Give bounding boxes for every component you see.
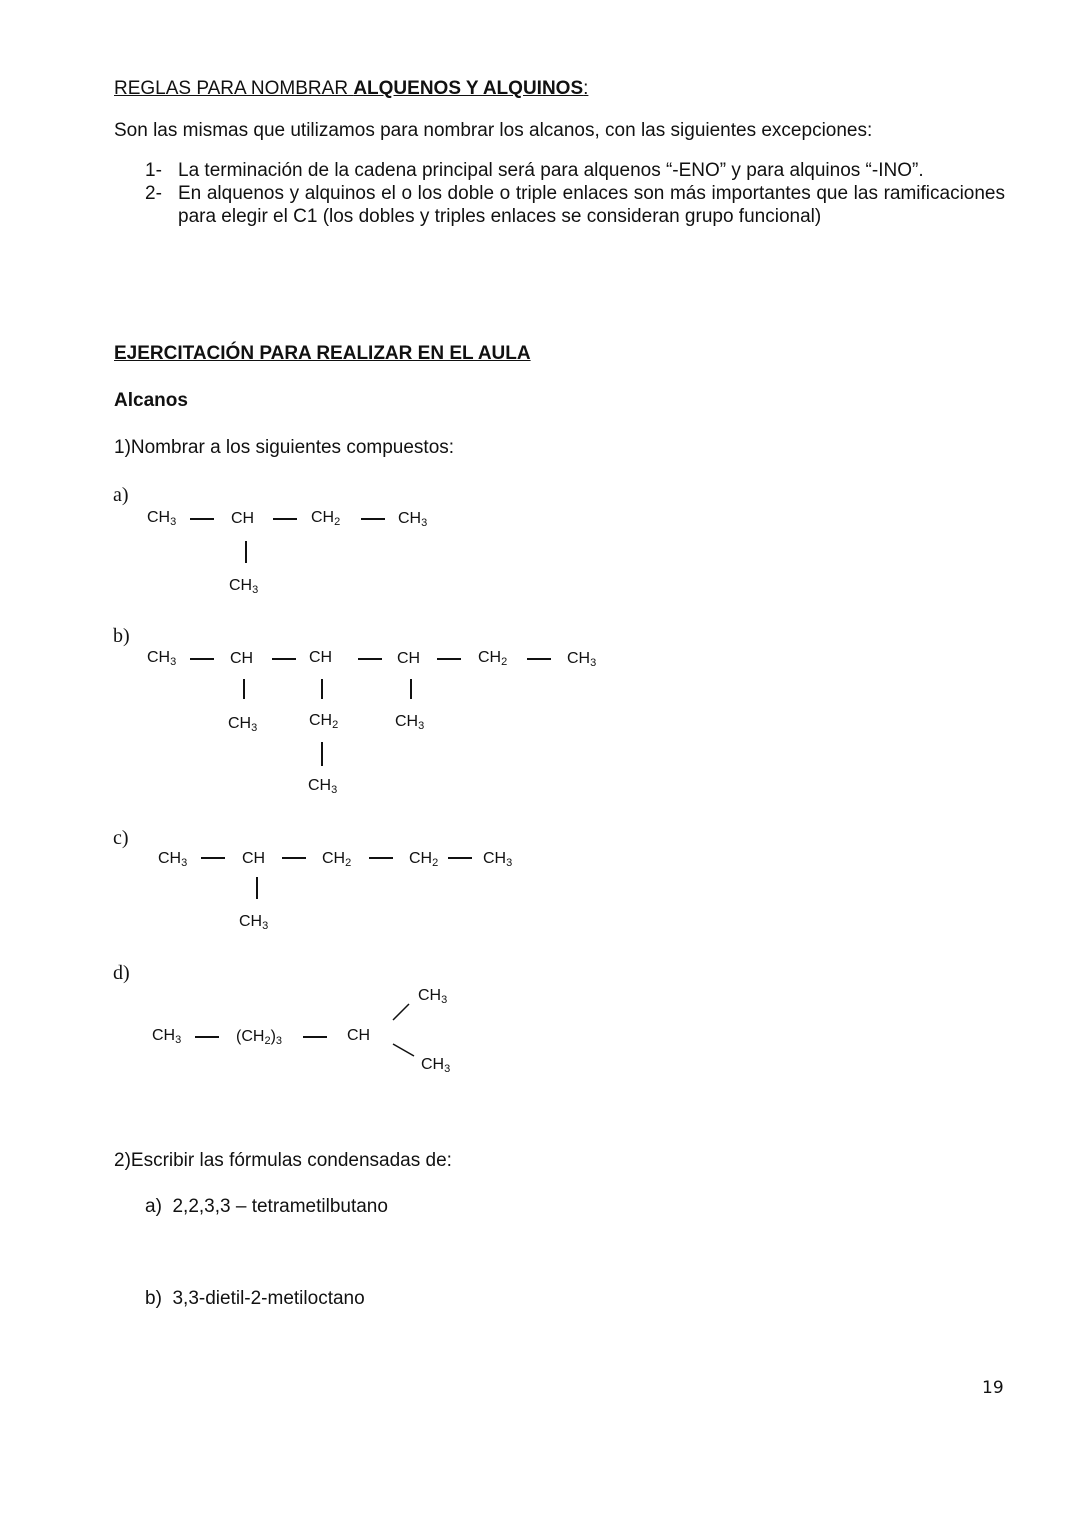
label-d: d) [113,962,130,984]
exercise-section-title: EJERCITACIÓN PARA REALIZAR EN EL AULA [114,343,531,364]
group-ch: CH [231,510,255,527]
bond [282,857,306,859]
rule-number: 2- [145,183,162,204]
rule-text: En alquenos y alquinos el o los doble o triple enlaces son más importantes que las ramificaciones para elegir el C1 (los dobles y triples enlaces se consideran grupo funcional) [178,183,1005,227]
group-ch3: $CH_3$ [421,1056,451,1075]
heading-prefix: REGLAS PARA NOMBRAR [114,78,354,99]
label-c: c) [113,827,129,849]
bond [190,658,214,660]
bond [448,857,472,859]
group-ch3: $CH_3$ [418,987,448,1006]
item-text: 2,2,3,3 – tetrametilbutano [172,1196,388,1217]
group-ch3: $CH_3$ [567,650,597,669]
group-ch: CH [242,850,266,867]
group-ch: CH [347,1027,371,1044]
rule-number: 1- [145,160,162,181]
bond [195,1036,219,1038]
bond [303,1036,327,1038]
bond [369,857,393,859]
group-ch3: $CH_3$ [239,913,269,932]
bond-down [393,1044,414,1056]
bond [201,857,225,859]
section-heading-rules [114,78,588,100]
group-ch3: $CH_3$ [147,509,177,528]
bond [358,658,382,660]
rule-item-1 [145,159,1005,182]
group-ch2: $CH_2$ [409,850,439,869]
group-ch2: $CH_2$ [309,712,339,731]
q2-item-b [145,1288,365,1310]
bond [256,877,258,899]
bond [243,679,245,699]
group-ch2: $CH_2$ [311,509,341,528]
group-ch3: $CH_3$ [152,1027,182,1046]
group-ch: CH [230,650,254,667]
group-ch3: $CH_3$ [147,649,177,668]
bond [321,679,323,699]
group-ch3: $CH_3$ [158,850,188,869]
q2-item-a [145,1196,388,1218]
rule-item-2 [145,182,1005,228]
bond [361,518,385,520]
question-1: 1)Nombrar a los siguientes compuestos: [114,437,455,458]
item-letter: b) [145,1288,162,1309]
label-a: a) [113,484,129,506]
page-number: 19 [982,1378,1004,1398]
group-ch: CH [397,650,421,667]
heading-suffix: : [583,78,589,99]
bond [272,658,296,660]
group-ch3: $CH_3$ [398,510,428,529]
group-ch3: $CH_3$ [228,715,258,734]
bond [190,518,214,520]
subsection-title: Alcanos [114,390,188,411]
bond-up [393,1004,409,1020]
bond [527,658,551,660]
group-ch2: $CH_2$ [322,850,352,869]
bond [437,658,461,660]
group-ch3: $CH_3$ [483,850,513,869]
rule-text: La terminación de la cadena principal será para alquenos “-ENO” y para alquinos “-INO”. [178,160,924,181]
bond [273,518,297,520]
bond [321,742,323,766]
question-2: 2)Escribir las fórmulas condensadas de: [114,1150,452,1171]
item-text: 3,3-dietil-2-metiloctano [172,1288,365,1309]
heading-bold: ALQUENOS Y ALQUINOS [353,78,584,99]
group-ch2n: $(CH_2)_3$ [236,1028,283,1047]
group-ch3: $CH_3$ [308,777,338,796]
bond [245,541,247,563]
label-b: b) [113,625,130,647]
bond [410,679,412,699]
group-ch2: $CH_2$ [478,649,508,668]
item-letter: a) [145,1196,162,1217]
group-ch: CH [309,649,333,666]
group-ch3: $CH_3$ [229,577,259,596]
branch-bonds [390,998,420,1062]
group-ch3: $CH_3$ [395,713,425,732]
intro-paragraph: Son las mismas que utilizamos para nombrar los alcanos, con las siguientes excepciones: [114,120,873,141]
